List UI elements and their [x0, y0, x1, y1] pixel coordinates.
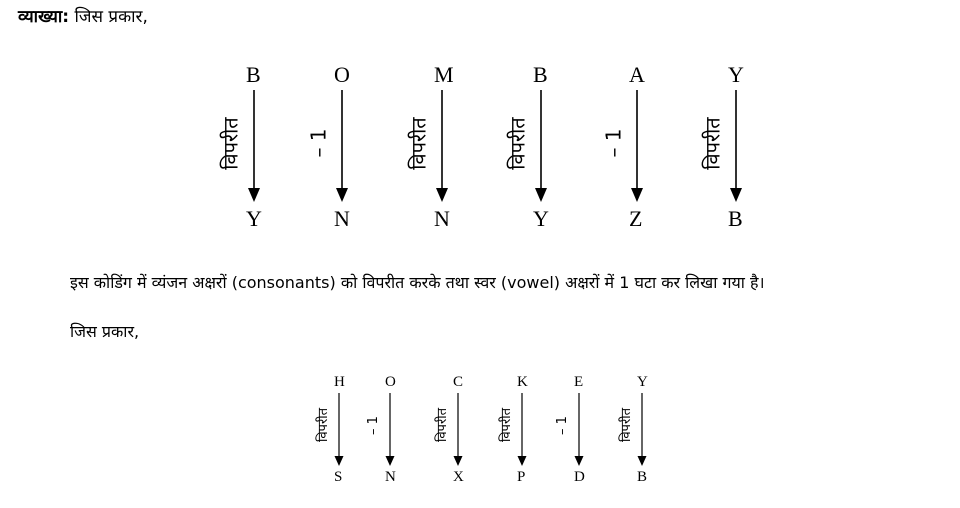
heading-text: जिस प्रकार, — [74, 7, 148, 27]
down-arrow-icon — [533, 90, 549, 202]
coded-letter: N — [334, 206, 350, 231]
operation-label: विपरीत — [499, 407, 515, 443]
coded-letter: Y — [246, 206, 262, 231]
coded-letter: Z — [629, 206, 643, 231]
coded-letter: D — [574, 469, 585, 485]
source-letter: Y — [637, 374, 648, 390]
coded-letter: P — [517, 469, 526, 485]
down-arrow-icon — [514, 393, 530, 466]
source-letter: B — [246, 62, 261, 87]
operation-label: – 1 — [554, 415, 570, 435]
operation-label: विपरीत — [316, 407, 332, 443]
down-arrow-icon — [331, 393, 347, 466]
down-arrow-icon — [334, 90, 350, 202]
coded-letter: N — [434, 206, 450, 231]
operation-label: विपरीत — [218, 116, 243, 170]
source-letter: C — [453, 374, 464, 390]
operation-label: – 1 — [306, 128, 331, 158]
operation-label: विपरीत — [435, 407, 451, 443]
heading — [18, 4, 148, 27]
source-letter: K — [517, 374, 528, 390]
source-letter: H — [334, 374, 345, 390]
source-letter: A — [629, 62, 645, 87]
operation-label: विपरीत — [700, 116, 725, 170]
coded-letter: N — [385, 469, 396, 485]
down-arrow-icon — [246, 90, 262, 202]
coded-letter: B — [728, 206, 743, 231]
source-letter: E — [574, 374, 584, 390]
operation-label: – 1 — [601, 128, 626, 158]
heading-label: व्याख्या: — [18, 7, 70, 27]
operation-label: विपरीत — [406, 116, 431, 170]
down-arrow-icon — [450, 393, 466, 466]
source-letter: O — [334, 62, 350, 87]
operation-label: विपरीत — [505, 116, 530, 170]
coded-letter: B — [637, 469, 648, 485]
source-letter: B — [533, 62, 548, 87]
explanation-text: इस कोडिंग में व्यंजन अक्षरों (consonants) को विपरीत करके तथा स्वर (vowel) अक्षरों में 1 घटा कर लिखा गया है। — [70, 273, 765, 292]
source-letter: M — [434, 62, 454, 87]
down-arrow-icon — [382, 393, 398, 466]
down-arrow-icon — [728, 90, 744, 202]
operation-label: विपरीत — [619, 407, 635, 443]
source-letter: Y — [728, 62, 744, 87]
coded-letter: X — [453, 469, 464, 485]
down-arrow-icon — [434, 90, 450, 202]
operation-label: – 1 — [365, 415, 381, 435]
down-arrow-icon — [571, 393, 587, 466]
coded-letter: S — [334, 469, 343, 485]
coded-letter: Y — [533, 206, 549, 231]
source-letter: O — [385, 374, 396, 390]
down-arrow-icon — [629, 90, 645, 202]
down-arrow-icon — [634, 393, 650, 466]
second-intro-text: जिस प्रकार, — [70, 322, 140, 341]
